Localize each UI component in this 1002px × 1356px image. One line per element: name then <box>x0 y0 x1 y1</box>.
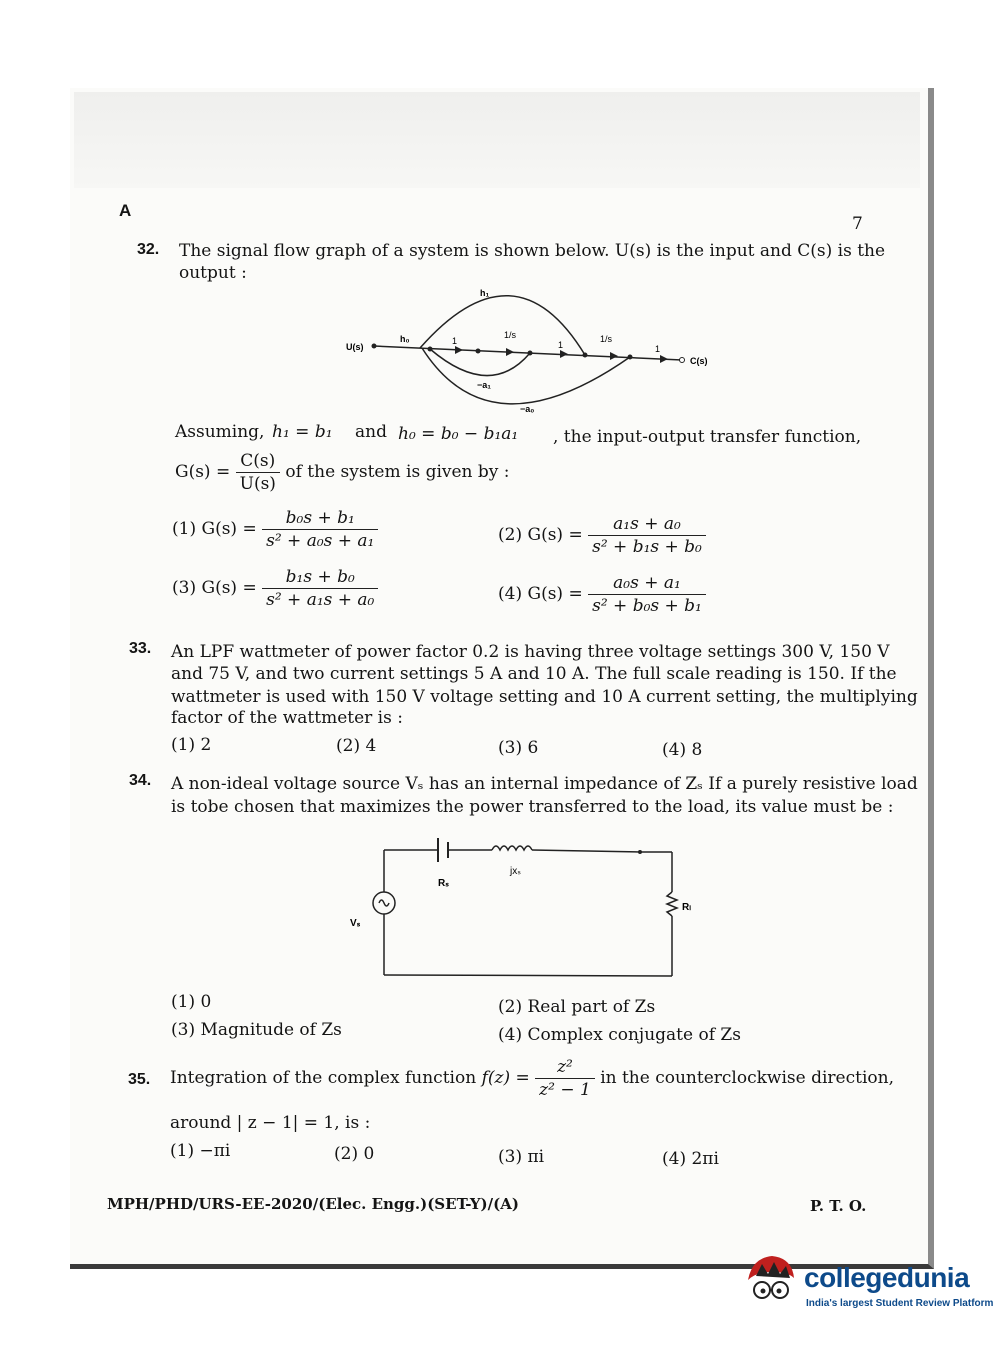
q32-option-1-den: s² + a₀s + a₁ <box>266 531 375 551</box>
set-letter: A <box>119 201 132 220</box>
q35-text-suffix: in the counterclockwise direction, <box>600 1068 894 1088</box>
circuit-rl-label: Rₗ <box>682 902 691 913</box>
circuit-rs-label: Rₛ <box>438 878 449 889</box>
sfg-gain-1a: 1 <box>452 336 458 346</box>
gs-lhs: G(s) = <box>175 462 231 482</box>
collegedunia-brand: collegedunia <box>804 1262 970 1293</box>
q32-option-2[interactable] <box>498 513 706 558</box>
q33-option-3[interactable]: (3) 6 <box>498 738 539 758</box>
q34-option-1[interactable]: (1) 0 <box>171 992 212 1012</box>
sfg-gain-1b: 1 <box>558 340 564 350</box>
q32-option-4-den: s² + b₀s + b₁ <box>592 596 702 616</box>
q35-fz-den: z² − 1 <box>539 1080 591 1100</box>
q34-option-3[interactable]: (3) Magnitude of Zs <box>171 1020 342 1040</box>
q32-text-line1: The signal flow graph of a system is shown below. U(s) is the input and C(s) is the <box>179 241 886 261</box>
q32-option-4-fraction <box>588 572 706 617</box>
sfg-neg-a1-label: −a₁ <box>477 380 491 390</box>
sfg-gain-inv-s-a: 1/s <box>504 330 517 340</box>
q35-option-4[interactable]: (4) 2πi <box>662 1149 719 1169</box>
sfg-input-label: U(s) <box>346 342 364 352</box>
signal-flow-graph <box>330 280 750 420</box>
q32-option-2-num: a₁s + a₀ <box>588 513 706 536</box>
q32-option-1-num: b₀s + b₁ <box>262 507 378 530</box>
q32-assume-prefix: Assuming, <box>175 422 265 442</box>
q35-option-1[interactable]: (1) −πi <box>170 1141 231 1161</box>
inductor-symbol <box>492 846 532 850</box>
q35-fz: f(z) = <box>481 1068 530 1088</box>
q35-option-2[interactable]: (2) 0 <box>334 1144 375 1164</box>
q32-text-line2: output : <box>179 263 247 283</box>
q33-option-4[interactable]: (4) 8 <box>662 740 703 760</box>
q32-assume-h1: h₁ = b₁ <box>272 422 333 442</box>
circuit-jx-label: jxₛ <box>510 866 521 877</box>
q34-line-1: A non-ideal voltage source Vₛ has an internal impedance of Zₛ If a purely resistive load <box>171 774 918 794</box>
scan-shading <box>74 92 920 188</box>
q32-option-3-num: b₁s + b₀ <box>262 566 378 589</box>
collegedunia-tagline: India's largest Student Review Platform <box>806 1298 994 1309</box>
sfg-gain-inv-s-b: 1/s <box>600 334 613 344</box>
sfg-gain-1c: 1 <box>655 344 661 354</box>
q33-option-1[interactable]: (1) 2 <box>171 735 212 755</box>
q35-fz-num: z² <box>535 1056 595 1079</box>
q32-option-2-fraction <box>588 513 706 558</box>
circuit-diagram <box>340 830 700 990</box>
sfg-h0-label: h₀ <box>400 334 410 344</box>
q33-option-2[interactable]: (2) 4 <box>336 736 377 756</box>
footer-paper-code: MPH/PHD/URS-EE-2020/(Elec. Engg.)(SET-Y)/(A) <box>107 1195 519 1213</box>
q35-number: 35. <box>128 1071 151 1088</box>
q32-option-3[interactable] <box>172 566 378 611</box>
q35-line-2: around | z − 1| = 1, is : <box>170 1113 371 1133</box>
q32-option-4-num: a₀s + a₁ <box>588 572 706 595</box>
q32-option-1-label: (1) G(s) = <box>172 519 257 539</box>
q32-assume-suffix: , the input-output transfer function, <box>553 427 862 447</box>
gs-fraction <box>236 450 280 495</box>
q32-number: 32. <box>137 241 160 258</box>
resistor-symbol <box>667 892 677 916</box>
gs-suffix: of the system is given by : <box>285 462 510 482</box>
q35-text-line1 <box>170 1056 894 1101</box>
sfg-output-label: C(s) <box>690 356 708 366</box>
q32-option-4[interactable] <box>498 572 706 617</box>
circuit-vs-label: Vₛ <box>350 918 361 929</box>
q32-option-4-label: (4) G(s) = <box>498 584 583 604</box>
q33-line-2: and 75 V, and two current settings 5 A and 10 A. The full scale reading is 150. If the <box>171 664 897 684</box>
q34-option-2[interactable]: (2) Real part of Zs <box>498 997 656 1017</box>
q32-assume-and: and <box>355 422 387 442</box>
q32-option-3-label: (3) G(s) = <box>172 578 257 598</box>
q32-option-3-den: s² + a₁s + a₀ <box>266 590 375 610</box>
q33-number: 33. <box>129 640 152 657</box>
q35-fz-fraction <box>535 1056 595 1101</box>
q33-line-1: An LPF wattmeter of power factor 0.2 is having three voltage settings 300 V, 150 V <box>171 642 890 662</box>
q33-line-3: wattmeter is used with 150 V voltage setting and 10 A current setting, the multiplying <box>171 687 918 707</box>
q32-option-2-den: s² + b₁s + b₀ <box>592 537 702 557</box>
q33-line-4: factor of the wattmeter is : <box>171 708 403 728</box>
gs-num: C(s) <box>236 450 280 473</box>
q34-option-4[interactable]: (4) Complex conjugate of Zs <box>498 1025 741 1045</box>
q32-option-1[interactable] <box>172 507 378 552</box>
footer-pto: P. T. O. <box>810 1197 867 1215</box>
q35-option-3[interactable]: (3) πi <box>498 1147 545 1167</box>
sfg-h1-label: h₁ <box>480 288 490 298</box>
q32-option-1-fraction <box>262 507 378 552</box>
q32-transfer-function-def <box>175 450 510 495</box>
gs-den: U(s) <box>239 474 276 494</box>
q34-number: 34. <box>129 772 152 789</box>
q32-option-2-label: (2) G(s) = <box>498 525 583 545</box>
q34-line-2: is tobe chosen that maximizes the power transferred to the load, its value must be : <box>171 797 894 817</box>
collegedunia-mascot-icon <box>742 1250 802 1310</box>
q35-text-prefix: Integration of the complex function <box>170 1068 477 1088</box>
q32-option-3-fraction <box>262 566 378 611</box>
q32-assume-h0: h₀ = b₀ − b₁a₁ <box>398 424 519 444</box>
page-number: 7 <box>852 214 863 234</box>
sfg-neg-a0-label: −a₀ <box>520 404 535 414</box>
